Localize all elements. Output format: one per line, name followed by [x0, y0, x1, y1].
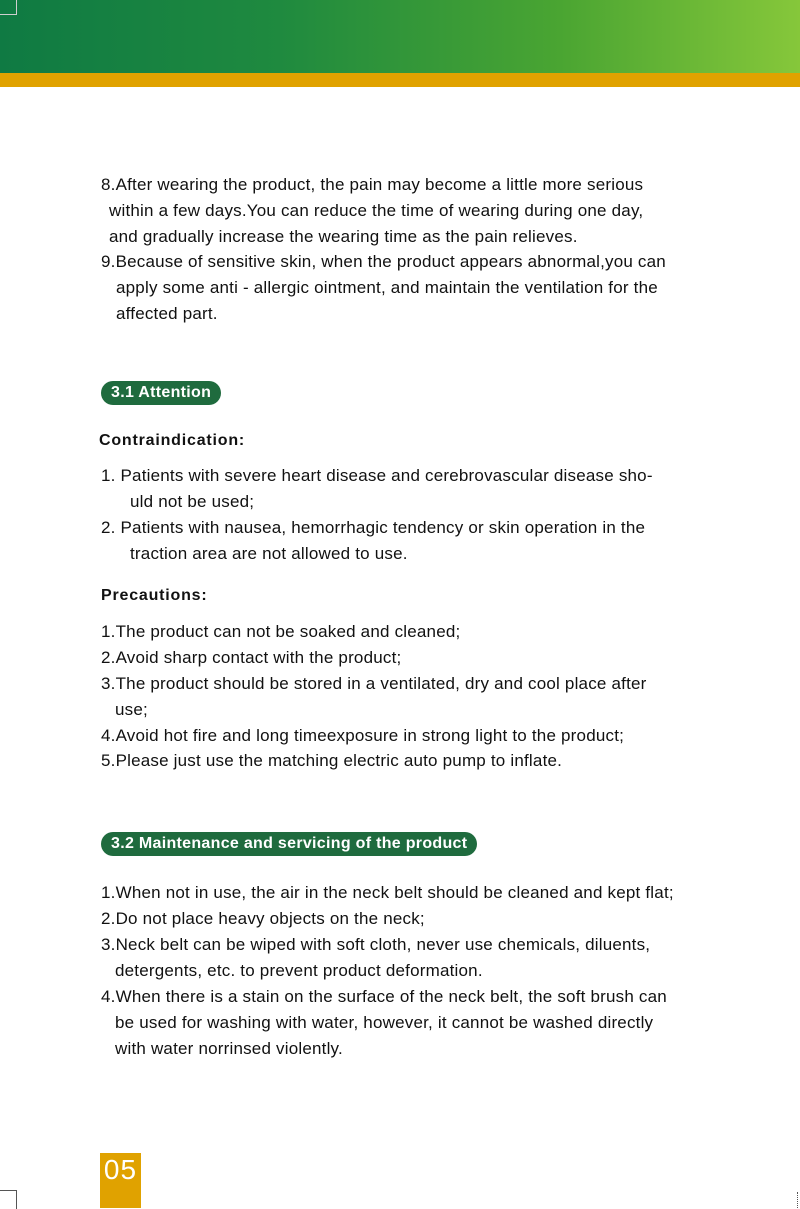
precaution-line: 5.Please just use the matching electric auto pump to inflate.: [101, 751, 563, 770]
header-banner: [0, 0, 800, 73]
intro-line: within a few days.You can reduce the time of wearing during one day,: [109, 201, 644, 220]
precautions-heading: Precautions:: [101, 587, 208, 604]
precaution-line: 4.Avoid hot fire and long timeexposure in strong light to the product;: [101, 726, 625, 745]
maintenance-line: 3.Neck belt can be wiped with soft cloth, never use chemicals, diluents,: [101, 935, 651, 954]
intro-line: 9.Because of sensitive skin, when the product appears abnormal,you can: [101, 252, 666, 271]
section-label-attention: 3.1 Attention: [101, 381, 221, 405]
maintenance-line: 4.When there is a stain on the surface of the neck belt, the soft brush can: [101, 987, 667, 1006]
section-label-maintenance: 3.2 Maintenance and servicing of the product: [101, 832, 477, 856]
contraindication-heading: Contraindication:: [99, 432, 246, 449]
crop-mark-top-left: [0, 0, 17, 15]
contraindication-line: 1. Patients with severe heart disease and cerebrovascular disease sho-: [101, 466, 653, 485]
maintenance-line: be used for washing with water, however, it cannot be washed directly: [115, 1013, 654, 1032]
intro-line: and gradually increase the wearing time as the pain relieves.: [109, 227, 578, 246]
intro-line: apply some anti - allergic ointment, and maintain the ventilation for the: [116, 278, 658, 297]
intro-line: 8.After wearing the product, the pain may become a little more serious: [101, 175, 644, 194]
precaution-line: use;: [115, 700, 148, 719]
maintenance-line: 1.When not in use, the air in the neck belt should be cleaned and kept flat;: [101, 883, 674, 902]
precaution-line: 1.The product can not be soaked and cleaned;: [101, 622, 461, 641]
maintenance-line: with water norrinsed violently.: [115, 1039, 343, 1058]
maintenance-line: 2.Do not place heavy objects on the neck;: [101, 909, 425, 928]
precaution-line: 3.The product should be stored in a ventilated, dry and cool place after: [101, 674, 647, 693]
contraindication-line: 2. Patients with nausea, hemorrhagic tendency or skin operation in the: [101, 518, 646, 537]
precaution-line: 2.Avoid sharp contact with the product;: [101, 648, 402, 667]
crop-mark-bottom-left: [0, 1190, 17, 1209]
maintenance-line: detergents, etc. to prevent product deformation.: [115, 961, 483, 980]
contraindication-line: traction area are not allowed to use.: [130, 544, 408, 563]
page-number: 05: [100, 1153, 141, 1208]
header-gold-stripe: [0, 73, 800, 87]
intro-line: affected part.: [116, 304, 218, 323]
contraindication-line: uld not be used;: [130, 492, 255, 511]
